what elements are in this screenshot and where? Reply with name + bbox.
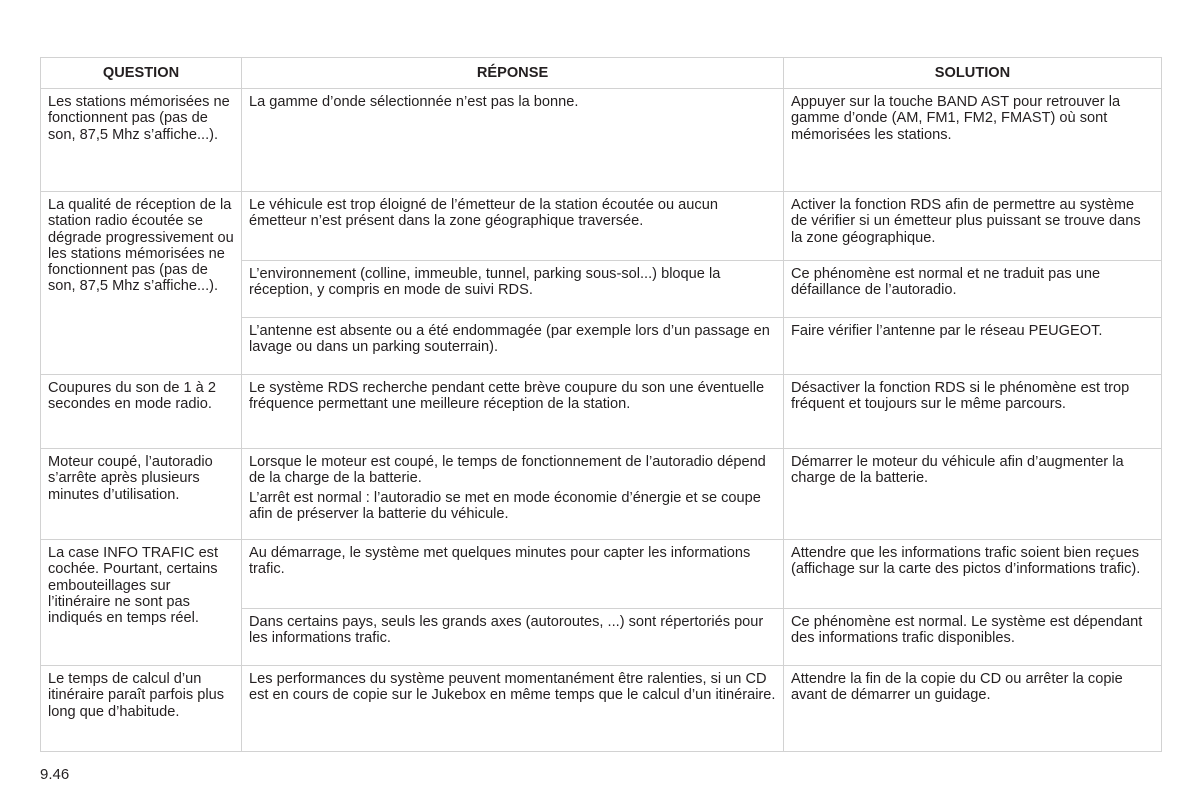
solution-cell: Ce phénomène est normal et ne traduit pas une défaillance de l’autoradio. [784,261,1162,318]
response-text: L’environnement (colline, immeuble, tunnel, parking sous-sol...) bloque la réception, y compris en mode de suivi RDS. [249,266,721,299]
response-text: Le système RDS recherche pendant cette brève coupure du son une éventuelle fréquence permettant une meilleure réception de la station. [249,380,765,413]
response-text: L’arrêt est normal : l’autoradio se met en mode économie d’énergie et se coupe afin de préserver la batterie du véhicule. [249,489,761,522]
response-text: Les performances du système peuvent momentanément être ralenties, si un CD est en cours de copie sur le Jukebox en même temps que le calcul d’un itinéraire. [249,671,776,704]
header-row [41,58,1162,89]
response-text: Dans certains pays, seuls les grands axes (autoroutes, ...) sont répertoriés pour les informations trafic. [249,614,764,647]
question-cell: Moteur coupé, l’autoradio s’arrête après plusieurs minutes d’utilisation. [41,449,242,540]
troubleshooting-table [40,57,1162,752]
response-cell [242,192,784,261]
response-cell [242,609,784,666]
solution-cell: Attendre que les informations trafic soient bien reçues (affichage sur la carte des pictos d’informations trafic). [784,540,1162,609]
table-row [41,375,1162,449]
page-number: 9.46 [40,766,70,783]
question-cell: La case INFO TRAFIC est cochée. Pourtant, certains embouteillages sur l’itinéraire ne sont pas indiqués en temps réel. [41,540,242,666]
response-cell [242,89,784,192]
response-text: L’antenne est absente ou a été endommagée (par exemple lors d’un passage en lavage ou dans un parking souterrain). [249,323,770,356]
response-cell [242,318,784,375]
solution-cell: Activer la fonction RDS afin de permettre au système de vérifier si un émetteur plus puissant se trouve dans la zone géographique. [784,192,1162,261]
table-row [41,449,1162,540]
response-text: La gamme d’onde sélectionnée n’est pas la bonne. [249,94,579,110]
question-cell: La qualité de réception de la station radio écoutée se dégrade progressivement ou les stations mémorisées ne fonctionnent pas (pas de son, 87,5 Mhz s’affiche...). [41,192,242,375]
response-cell [242,540,784,609]
response-text: Au démarrage, le système met quelques minutes pour capter les informations trafic. [249,545,751,578]
question-cell: Les stations mémorisées ne fonctionnent pas (pas de son, 87,5 Mhz s’affiche...). [41,89,242,192]
solution-cell: Ce phénomène est normal. Le système est dépendant des informations trafic disponibles. [784,609,1162,666]
question-cell: Coupures du son de 1 à 2 secondes en mode radio. [41,375,242,449]
solution-cell: Faire vérifier l’antenne par le réseau PEUGEOT. [784,318,1162,375]
table-row [41,666,1162,752]
solution-cell: Démarrer le moteur du véhicule afin d’augmenter la charge de la batterie. [784,449,1162,540]
solution-cell: Désactiver la fonction RDS si le phénomène est trop fréquent et toujours sur le même parcours. [784,375,1162,449]
solution-cell: Attendre la fin de la copie du CD ou arrêter la copie avant de démarrer un guidage. [784,666,1162,752]
response-text: Lorsque le moteur est coupé, le temps de fonctionnement de l’autoradio dépend de la charge de la batterie. [249,454,766,487]
table-row [41,192,1162,261]
response-cell [242,449,784,540]
table-row [41,89,1162,192]
response-cell [242,261,784,318]
header-response: RÉPONSE [242,58,784,89]
table-row [41,540,1162,609]
solution-cell: Appuyer sur la touche BAND AST pour retrouver la gamme d’onde (AM, FM1, FM2, FMAST) où sont mémorisées les stations. [784,89,1162,192]
header-solution: SOLUTION [784,58,1162,89]
response-cell [242,666,784,752]
header-question: QUESTION [41,58,242,89]
response-cell [242,375,784,449]
response-text: Le véhicule est trop éloigné de l’émetteur de la station écoutée ou aucun émetteur n’est présent dans la zone géographique traversée. [249,197,718,230]
question-cell: Le temps de calcul d’un itinéraire paraît parfois plus long que d’habitude. [41,666,242,752]
